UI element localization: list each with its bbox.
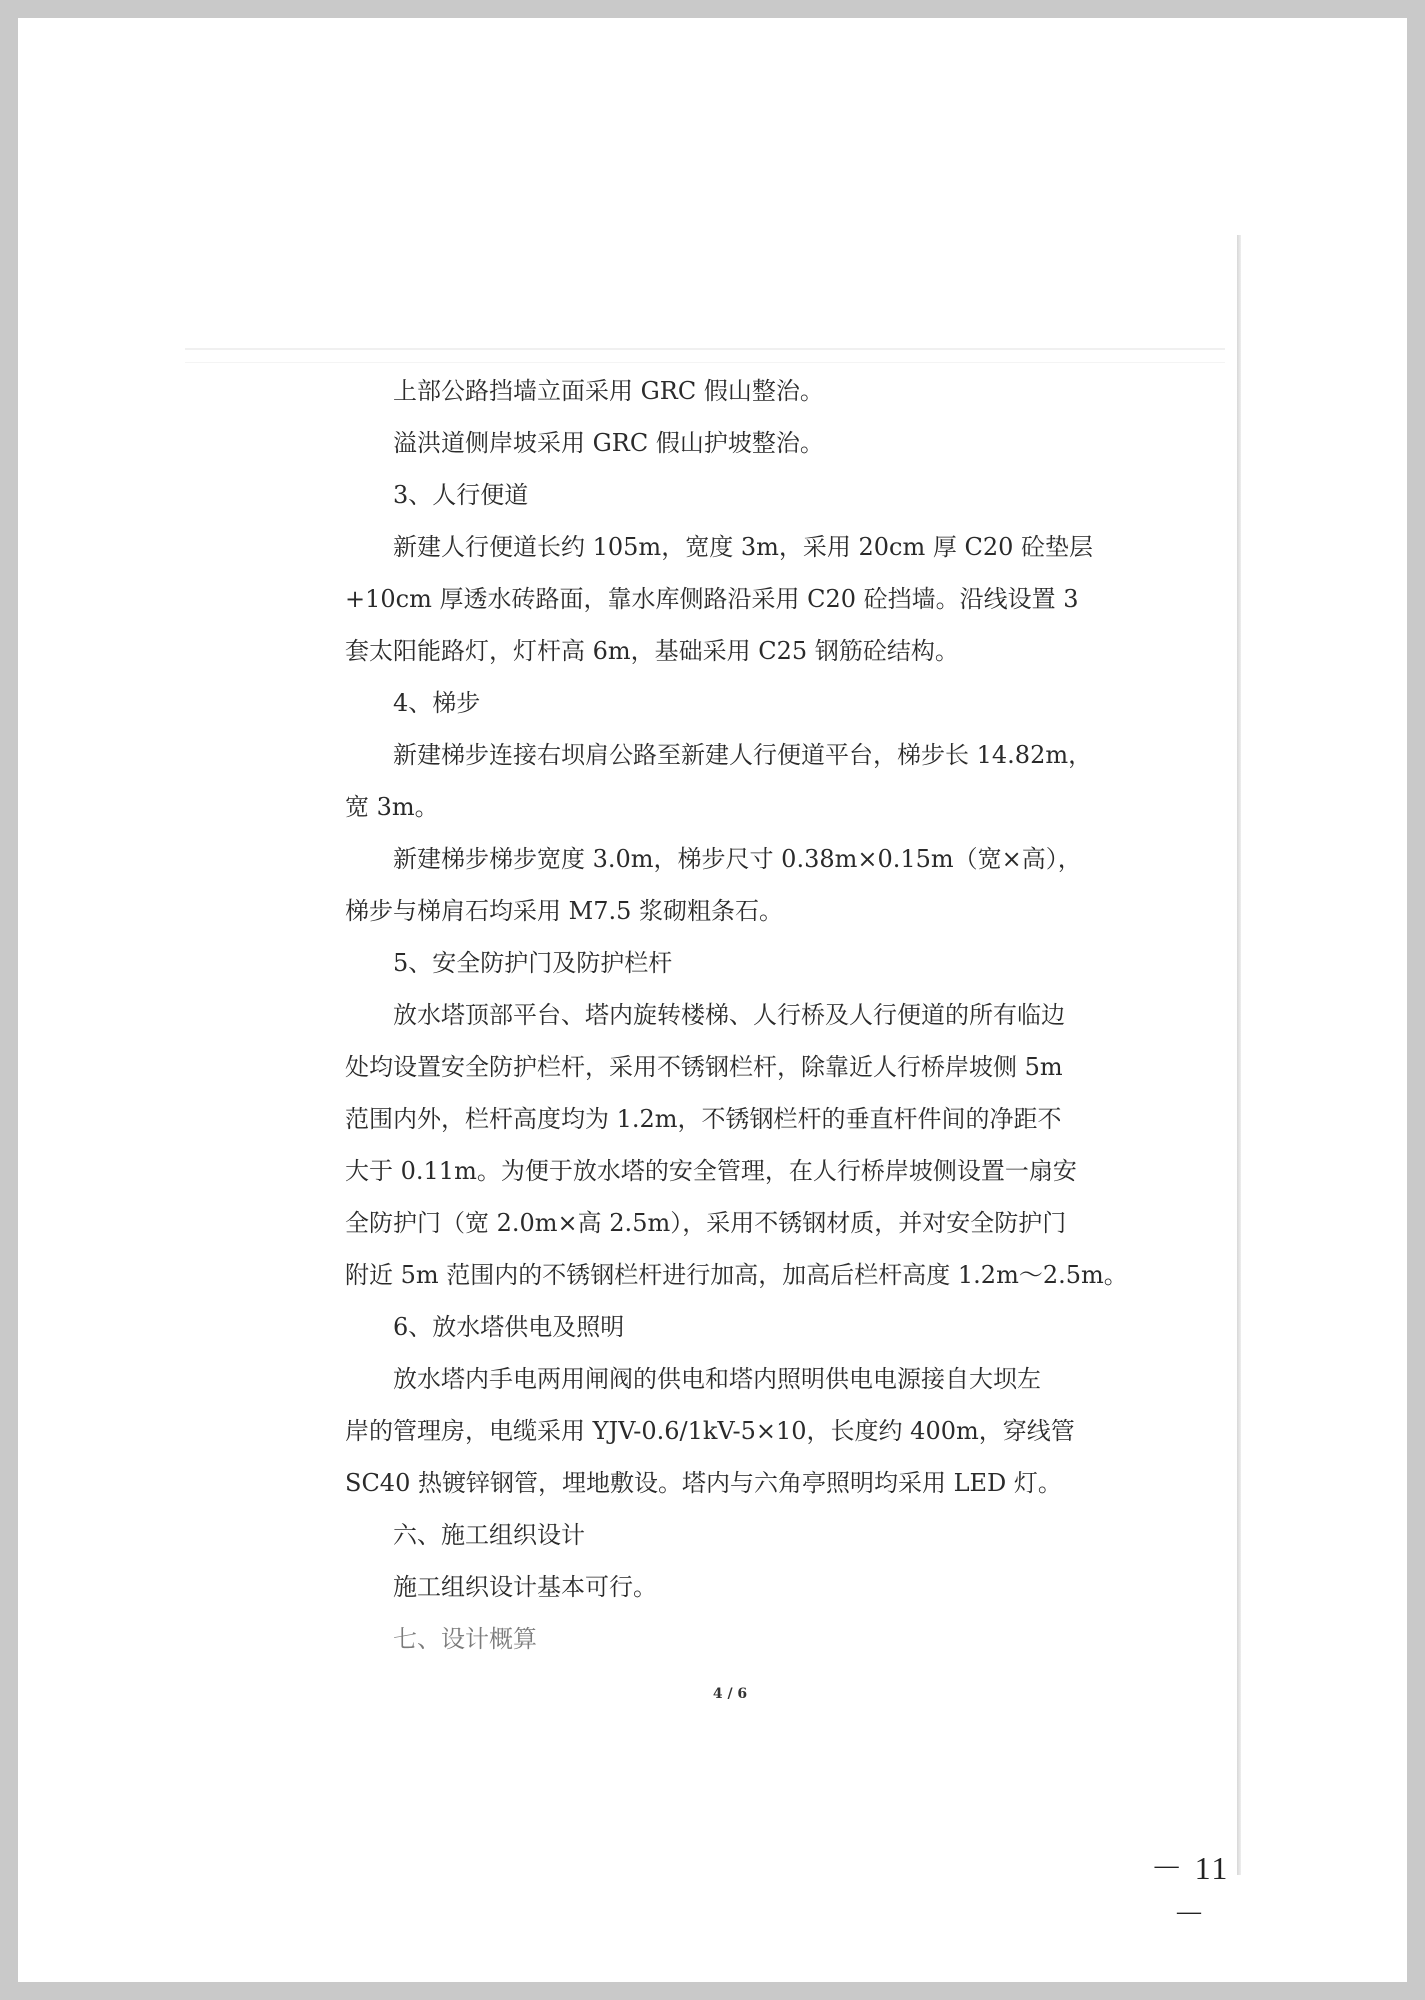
text-line: SC40 热镀锌钢管，埋地敷设。塔内与六角亭照明均采用 LED 灯。 — [345, 1469, 1062, 1497]
text-line: 新建梯步连接右坝肩公路至新建人行便道平台，梯步长 14.82m， — [393, 741, 1093, 769]
text-line: 附近 5m 范围内的不锈钢栏杆进行加高，加高后栏杆高度 1.2m～2.5m。 — [345, 1261, 1128, 1289]
text-line: 七、设计概算 — [393, 1625, 537, 1653]
text-line: 套太阳能路灯，灯杆高 6m，基础采用 C25 钢筋砼结构。 — [345, 637, 959, 665]
text-line: 大于 0.11m。为便于放水塔的安全管理，在人行桥岸坡侧设置一扇安 — [345, 1157, 1077, 1185]
text-line: 施工组织设计基本可行。 — [393, 1573, 657, 1601]
text-line: 4、梯步 — [393, 689, 481, 717]
text-line: 上部公路挡墙立面采用 GRC 假山整治。 — [393, 377, 824, 405]
text-line: 溢洪道侧岸坡采用 GRC 假山护坡整治。 — [393, 429, 824, 457]
text-line: 新建梯步梯步宽度 3.0m，梯步尺寸 0.38m×0.15m（宽×高）， — [393, 845, 1082, 873]
scan-page-marker: 4 / 6 — [712, 1686, 748, 1702]
text-line: 处均设置安全防护栏杆，采用不锈钢栏杆，除靠近人行桥岸坡侧 5m — [345, 1053, 1063, 1081]
text-line: +10cm 厚透水砖路面，靠水库侧路沿采用 C20 砼挡墙。沿线设置 3 — [345, 585, 1079, 613]
text-line: 6、放水塔供电及照明 — [393, 1313, 625, 1341]
text-line: 宽 3m。 — [345, 793, 439, 821]
scan-artifact-edge — [1237, 235, 1241, 1875]
text-line: 六、施工组织设计 — [393, 1521, 585, 1549]
text-line: 梯步与梯肩石均采用 M7.5 浆砌粗条石。 — [345, 897, 783, 925]
text-line: 放水塔顶部平台、塔内旋转楼梯、人行桥及人行便道的所有临边 — [393, 1001, 1065, 1029]
text-line: 5、安全防护门及防护栏杆 — [393, 949, 673, 977]
text-line: 范围内外，栏杆高度均为 1.2m，不锈钢栏杆的垂直杆件间的净距不 — [345, 1105, 1062, 1133]
page-number: － 11 － — [1150, 1850, 1230, 1932]
scan-artifact-line — [185, 362, 1225, 363]
text-line: 放水塔内手电两用闸阀的供电和塔内照明供电电源接自大坝左 — [393, 1365, 1041, 1393]
text-line: 岸的管理房，电缆采用 YJV-0.6/1kV-5×10，长度约 400m，穿线管 — [345, 1417, 1075, 1445]
text-line: 新建人行便道长约 105m，宽度 3m，采用 20cm 厚 C20 砼垫层 — [393, 533, 1094, 561]
text-line: 3、人行便道 — [393, 481, 529, 509]
document-body — [345, 365, 1128, 1665]
text-line: 全防护门（宽 2.0m×高 2.5m），采用不锈钢材质，并对安全防护门 — [345, 1209, 1067, 1237]
scan-artifact-line — [185, 348, 1225, 350]
